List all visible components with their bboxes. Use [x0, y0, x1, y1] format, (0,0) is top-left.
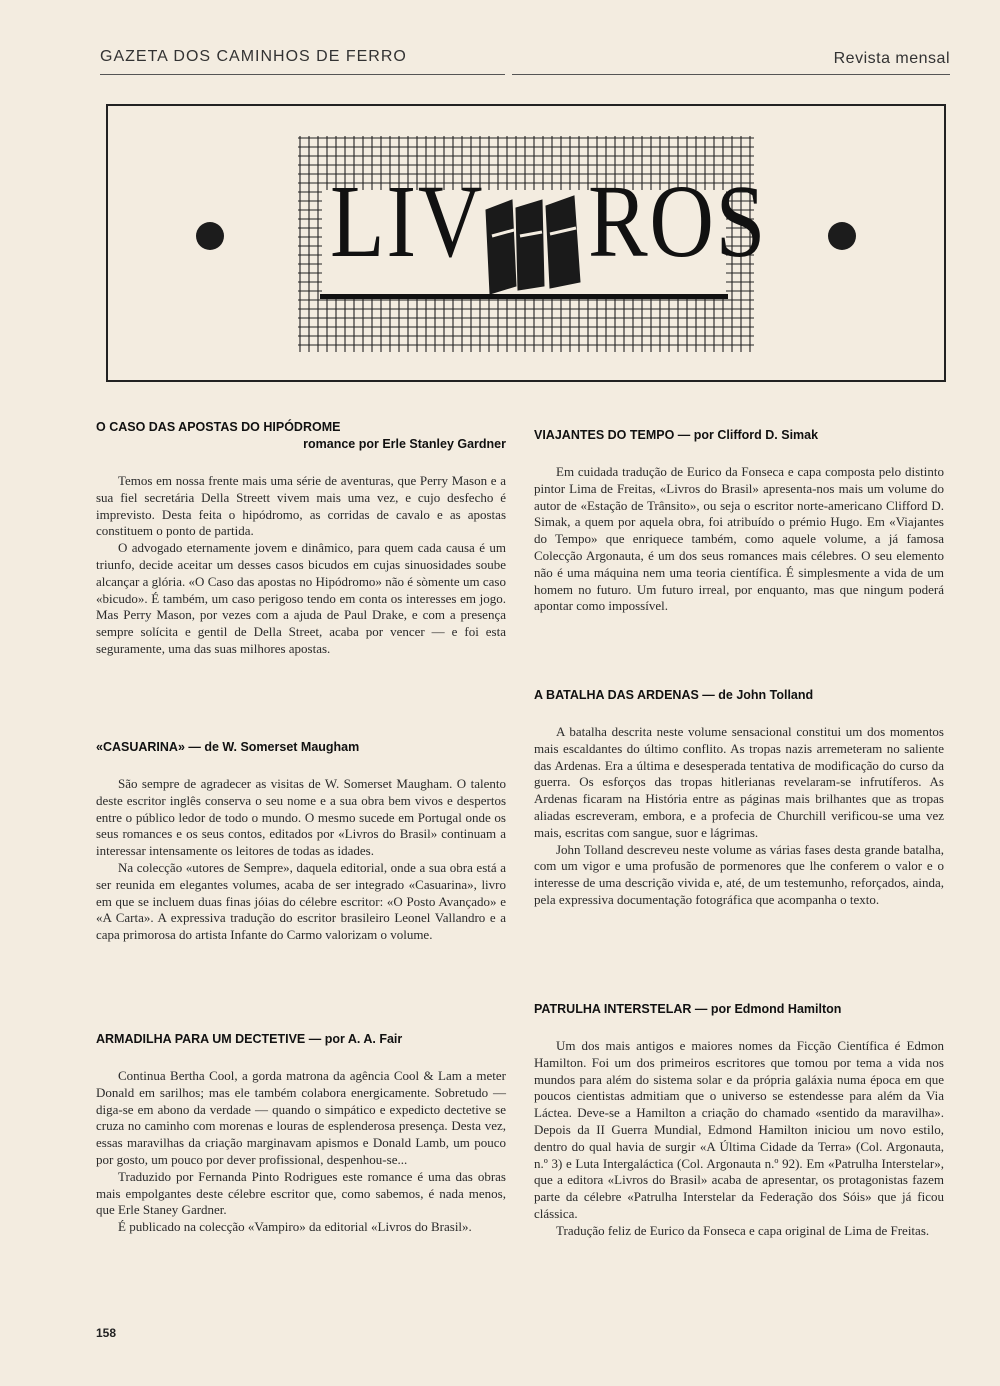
article	[96, 740, 506, 944]
article-byline: romance por Erle Stanley Gardner	[303, 437, 506, 451]
bullet-left-icon	[196, 222, 224, 250]
paragraph: É publicado na colecção «Vampiro» da editorial «Livros do Brasil».	[118, 1219, 472, 1235]
paragraph: Traduzido por Fernanda Pinto Rodrigues este romance é uma das obras mais empolgantes deste célebre escritor que, como sabemos, é nada menos, que Erle Staney Gardner.	[96, 1168, 506, 1218]
paragraph: Na colecção «utores de Sempre», daquela editorial, onde a sua obra está a ser reunida em elegantes volumes, acaba de ser integrado «Casuarina», livro em que se incluem duas finas jóias do célebre escritor: «O Posto Avançado» e «A Carta». A expressiva tradução do escritor brasileiro Leonel Vallandro e a capa primorosa do artista Infante do Carmo valorizam o volume.	[96, 859, 506, 943]
header-rule-left	[100, 74, 505, 75]
section-banner	[106, 104, 946, 382]
magazine-title: GAZETA DOS CAMINHOS DE FERRO	[100, 48, 407, 65]
bullet-right-icon	[828, 222, 856, 250]
books-icon	[480, 190, 590, 300]
paragraph: São sempre de agradecer as visitas de W. Somerset Maugham. O talento deste escritor inglês conserva o seu nome e a sua obra bem vivos e despertos entre o público ledor de todo o mundo. O mesmo sucede em Portugal onde os seus romances e os seus contos, editados por «Livros do Brasil» continuam a interessar intensamente os leitores de todas as idades.	[96, 776, 506, 859]
header-rule-right	[512, 74, 950, 75]
article	[534, 688, 944, 909]
running-header	[100, 44, 950, 74]
article-body	[534, 1038, 944, 1240]
paragraph: Continua Bertha Cool, a gorda matrona da agência Cool & Lam a meter Donald em sarilhos; mas ele também colabora energicamente. Sobretudo — diga-se em abono da verdade — quando o simpático e expedicto dectetive se cruza no caminho com morenas e louras de esplenderosa presença. Desta vez, essas maravilhas da criação marginavam apismos e Donald Lamb, um pouco por gosto, um pouco por dever profissional, despenhou-se...	[96, 1068, 506, 1167]
article-body	[534, 724, 944, 909]
article-body	[96, 776, 506, 944]
article-title: VIAJANTES DO TEMPO — por Clifford D. Simak	[534, 428, 819, 442]
paragraph: John Tolland descreveu neste volume as várias fases desta grande batalha, com um vigor e uma profusão de pormenores que lhe conferem o valor e o interesse de uma descrição vivida e, até, de um testemunho, reforçados, ainda, pela expressiva documentação fotográfica que acompanha o texto.	[534, 841, 944, 907]
article-title: A BATALHA DAS ARDENAS — de John Tolland	[534, 688, 814, 702]
article-title: «CASUARINA» — de W. Somerset Maugham	[96, 740, 360, 754]
article	[534, 428, 944, 615]
paragraph: A batalha descrita neste volume sensacional constitui um dos momentos mais escaldantes do último conflito. As tropas nazis arremeteram no saliente das Ardenas. Era a última e desesperada tentativa de modificação do curso da guerra. Os esforços das tropas hitlerianas revelaram-se infrutíferos. As Ardenas ficaram na História entre as páginas mais brilhantes que as tropas aliadas escreveram, embora, e a profecia de Churchill verificou-se uma vez mais, escritas com sangue, suor e lágrimas.	[534, 724, 944, 840]
article	[96, 1032, 506, 1236]
page-number: 158	[96, 1326, 117, 1340]
magazine-subtitle: Revista mensal	[833, 50, 950, 67]
article-body	[96, 1068, 506, 1236]
paragraph: Temos em nossa frente mais uma série de aventuras, que Perry Mason e a sua fiel secretária Della Streett vivem mais uma vez, e cujo desfecho é imprevisto. Desta feita o hipódromo, as corridas de cavalo e as apostas constituem o ponto de partida.	[96, 473, 506, 539]
banner-word-left: LIV	[330, 164, 485, 279]
article-body	[96, 473, 506, 658]
article	[534, 1002, 944, 1240]
article	[96, 420, 506, 658]
paragraph: Tradução feliz de Eurico da Fonseca e capa original de Lima de Freitas.	[556, 1222, 930, 1238]
banner-underline	[320, 294, 728, 299]
paragraph: O advogado eternamente jovem e dinâmico, para quem cada causa é um triunfo, decide aceitar um desses casos bicudos em cujas sinuosidades soube alcançar a glória. «O Caso das apostas no Hipódromo» não é sòmente um caso «bicudo». É também, um caso perigoso tendo em conta os interesses em jogo. Mas Perry Mason, por vezes com a ajuda de Paul Drake, e com a presença sempre solícita e gentil de Della Street, acaba por vencer — e foi esta seguramente, uma das suas milhores apostas.	[96, 540, 506, 656]
paragraph: Em cuidada tradução de Eurico da Fonseca e capa composta pelo distinto pintor Lima de Freitas, «Livros do Brasil» apresenta-nos mais um volume do autor de «Estação de Trânsito», ou seja o escritor norte-americano Clifford D. Simak, a quem por aquela obra, foi atribuído o prémio Hugo. Em «Viajantes do Tempo» que enriquece também, como aquele volume, a já famosa Colecção Argonauta, é um dos seus romances mais célebres. O seu elemento não é uma máquina nem uma teoria científica. É simplesmente a vida de um homem no futuro. Um futuro irreal, por enquanto, mas que ningum poderá apontar como impossível.	[534, 464, 944, 614]
article-body	[534, 464, 944, 615]
banner-word-right: ROS	[588, 164, 768, 279]
article-title: O CASO DAS APOSTAS DO HIPÓDROME	[96, 420, 341, 434]
article-title: ARMADILHA PARA UM DECTETIVE — por A. A. Fair	[96, 1032, 403, 1046]
article-title: PATRULHA INTERSTELAR — por Edmond Hamilton	[534, 1002, 842, 1016]
paragraph: Um dos mais antigos e maiores nomes da Ficção Científica é Edmon Hamilton. Foi um dos primeiros escritores que tomou por tema a vida nos mundos para além do sistema solar e da própria galáxia numa época em que poucos cientistas admitiam que o universo se estendesse para além da Via Láctea. Deve-se a Hamilton a criação do chamado «sentido da maravilha». Depois da II Guerra Mundial, Edmond Hamilton iniciou um novo estilo, dentro do qual havia de surgir «A Última Cidade da Terra» (Col. Argonauta, n.º 3) e Luta Intergaláctica (Col. Argonauta n.º 92). Em «Patrulha Interstelar», que a editora «Livros do Brasil» acaba de apresentar, os protagonistas fazem parte da célebre «Patrulha Interstelar da Federação dos Sóis» que já ficou clássica.	[534, 1038, 944, 1221]
